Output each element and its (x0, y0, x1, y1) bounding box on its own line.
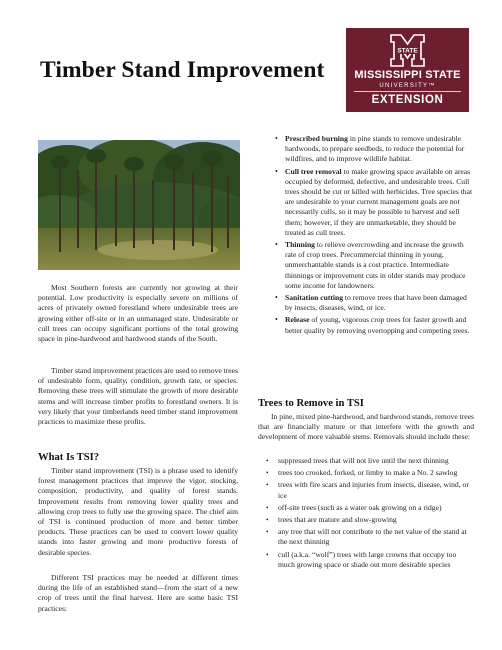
list-item: • any tree that will not contribute to the net value of the stand at the next thinning (262, 527, 474, 547)
logo-mark-text: STATE (397, 47, 418, 55)
list-item: • suppressed trees that will not live until the next thinning (262, 456, 474, 466)
what-paragraph-2: Different TSI practices may be needed at different times during the life of an established stand—from the start of a new crop of trees until the final harvest. Here are some basic TSI practices: (38, 573, 238, 613)
list-item: • trees with fire scars and injuries from insects, disease, wind, or ice (262, 480, 474, 500)
trees-to-remove-heading: Trees to Remove in TSI (258, 398, 364, 409)
intro-paragraph-2: Timber stand improvement practices are used to remove trees of undesirable form, quality, condition, growth rate, or species. Removing these trees will stimulate the growth of more desirable stems and will increase timber profits to forestland owners. It is very likely that your timberlands need timber stand improvement practices to maximize these profits. (38, 366, 238, 427)
list-item: • Thinning to relieve overcrowding and increase the growth rate of crop trees. Precommercial thinning in young, unmerchantable stands is a cost practice. Intermediate thinnings or improvement cuts in older stands may produce some income for landowners. (273, 240, 473, 291)
page-title: Timber Stand Improvement (40, 57, 325, 83)
what-paragraph-1: Timber stand improvement (TSI) is a phrase used to identify forest management practices that improve the vigor, stocking, composition, productivity, and quality of forest stands. Improvement results from removing lower quality trees and allowing crop trees to fully use the growing space. The chief aim of TSI is continued production of more and better timber products. These practices can be used to convert lower quality stands into faster growing and more productive forests of desirable species. (38, 466, 238, 557)
list-item: • trees that are mature and slow-growing (262, 515, 474, 525)
logo-division: EXTENSION (371, 94, 444, 106)
pine-forest-photo (38, 140, 240, 270)
list-item: • off-site trees (such as a water oak growing on a ridge) (262, 503, 474, 513)
removals-list (262, 456, 474, 572)
tsi-practices-list (273, 134, 473, 338)
logo-university-word: UNIVERSITY™ (379, 83, 436, 89)
list-item: • Prescribed burning in pine stands to remove undesirable hardwoods, to prepare seedbeds, to reduce the potential for wildfires, and to improve wildlife habitat. (273, 134, 473, 165)
logo-university-name: MISSISSIPPI STATE (354, 69, 461, 81)
list-item: • cull (a.k.a. “wolf”) trees with large crowns that occupy too much growing space or shade out more desirable species (262, 550, 474, 570)
list-item: • Cull tree removal to make growing space available on areas occupied by deformed, defective, and undesirable trees. Cull trees should be cut or killed with herbicides. Tree species that are undesirable to your current management goals are not necessarily culls, so it may be possible to harvest and sell them; however, if they are unmarketable, they should be treated as cull trees. (273, 167, 473, 238)
logo-divider (354, 91, 461, 92)
intro-paragraph-1: Most Southern forests are currently not growing at their potential. Low productivity is especially severe on millions of acres of privately owned forestland where undesirable trees are growing either off-site or in an unmanaged state. Undesirable or cull trees can occupy significant portions of the total growing space in pine-hardwood and hardwood stands of the South. (38, 283, 238, 344)
list-item: • trees too crooked, forked, or limby to make a No. 2 sawlog (262, 468, 474, 478)
list-item: • Sanitation cutting to remove trees that have been damaged by insects, diseases, wind, or ice. (273, 293, 473, 313)
remove-intro-paragraph: In pine, mixed pine-hardwood, and hardwood stands, remove trees that are financially mature or that interfere with the growth and development of more valuable stems. Removals should include these: (258, 412, 474, 442)
list-item: • Release of young, vigorous crop trees for faster growth and better quality by removing overtopping and competing trees. (273, 315, 473, 335)
msu-m-logo-icon (390, 34, 425, 67)
msu-extension-logo (346, 28, 469, 112)
what-is-tsi-heading: What Is TSI? (38, 452, 100, 463)
